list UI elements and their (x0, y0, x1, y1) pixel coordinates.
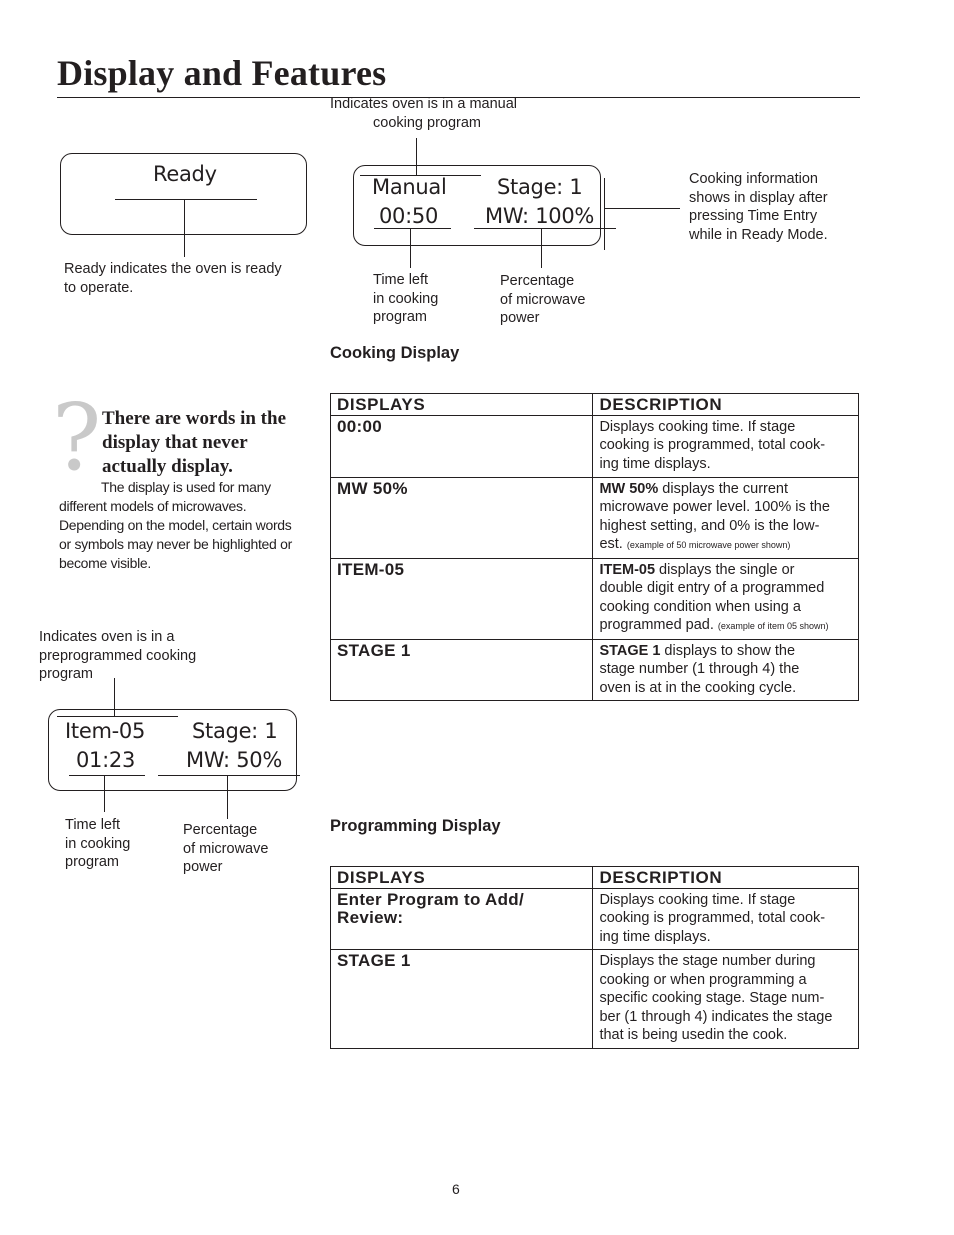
item-time-underline (69, 775, 145, 776)
table-row (331, 558, 859, 639)
description-cell: Displays cooking time. If stage cooking is programmed, total cook- ing time displays. (593, 888, 859, 950)
cooking-display-heading: Cooking Display (330, 344, 460, 362)
item-top-caption: Indicates oven is in a preprogrammed cooking program (39, 629, 197, 682)
table-row (331, 415, 859, 477)
item-power-pointer (227, 775, 228, 819)
item-power-underline (158, 775, 300, 776)
ready-display-text: Ready (153, 162, 217, 186)
table-row (331, 888, 859, 950)
manual-power-pointer (541, 228, 542, 268)
description-cell: Displays the stage number during cooking or when programming a specific cooking stage. Stage num- ber (1 through 4) indicates the stage that is being usedin the cook. (593, 950, 859, 1049)
display-cell: 00:00 (331, 415, 593, 477)
description-cell: Displays cooking time. If stage cooking is programmed, total cook- ing time displays. (593, 415, 859, 477)
manual-time-underline (374, 228, 451, 229)
tip-heading: There are words in the display that never actually display. (102, 408, 287, 477)
item-mode-text: Item-05 (65, 719, 146, 743)
item-power-text: MW: 50% (186, 748, 282, 772)
item-stage-text: Stage: 1 (192, 719, 278, 743)
ready-underline (115, 199, 257, 200)
header-displays: DISPLAYS (331, 867, 593, 889)
description-cell: MW 50% displays the current microwave power level. 100% is the highest setting, and 0% is the low- est. (example of 50 microwave power shown) (593, 477, 859, 558)
manual-time-pointer (410, 228, 411, 268)
manual-top-caption: Indicates oven is in a manual cooking program (330, 96, 517, 131)
display-cell: STAGE 1 (331, 950, 593, 1049)
header-description: DESCRIPTION (593, 394, 859, 416)
manual-power-text: MW: 100% (485, 204, 595, 228)
manual-stage-text: Stage: 1 (497, 175, 583, 199)
display-cell: Enter Program to Add/ Review: (331, 888, 593, 950)
header-description: DESCRIPTION (593, 867, 859, 889)
item-time-pointer (104, 775, 105, 812)
item-power-caption: Percentage of microwave power (183, 822, 269, 875)
description-cell: STAGE 1 displays to show the stage number (1 through 4) the oven is at in the cooking cycle. (593, 639, 859, 701)
manual-power-caption: Percentage of microwave power (500, 273, 586, 326)
cooking-display-table (330, 393, 859, 701)
manual-time-caption: Time left in cooking program (373, 272, 439, 325)
display-cell: MW 50% (331, 477, 593, 558)
display-cell: ITEM-05 (331, 558, 593, 639)
page-number: 6 (452, 1181, 460, 1197)
display-cell: STAGE 1 (331, 639, 593, 701)
manual-side-pointer (604, 208, 680, 209)
manual-power-underline (474, 228, 616, 229)
programming-display-heading: Programming Display (330, 817, 501, 835)
manual-mode-text: Manual (372, 175, 447, 199)
manual-time-text: 00:50 (379, 204, 439, 228)
header-displays: DISPLAYS (331, 394, 593, 416)
table-header-row (331, 867, 859, 889)
description-cell: ITEM-05 displays the single or double digit entry of a programmed cooking condition when using a programmed pad. (example of item 05 shown) (593, 558, 859, 639)
ready-caption: Ready indicates the oven is ready to operate. (64, 261, 282, 296)
item-time-text: 01:23 (76, 748, 136, 772)
item-time-caption: Time left in cooking program (65, 817, 131, 870)
table-row (331, 477, 859, 558)
table-header-row (331, 394, 859, 416)
ready-pointer (184, 199, 185, 257)
manual-side-bracket (604, 178, 605, 250)
tip-body: The display is used for many different models of microwaves. Depending on the model, certain words or symbols may never be highlighted or become visible. (59, 479, 292, 571)
table-row (331, 639, 859, 701)
question-mark-icon: ? (52, 384, 102, 491)
table-row (331, 950, 859, 1049)
manual-side-caption: Cooking information shows in display after pressing Time Entry while in Ready Mode. (689, 171, 828, 243)
programming-display-table (330, 866, 859, 1049)
page-title: Display and Features (57, 53, 387, 93)
